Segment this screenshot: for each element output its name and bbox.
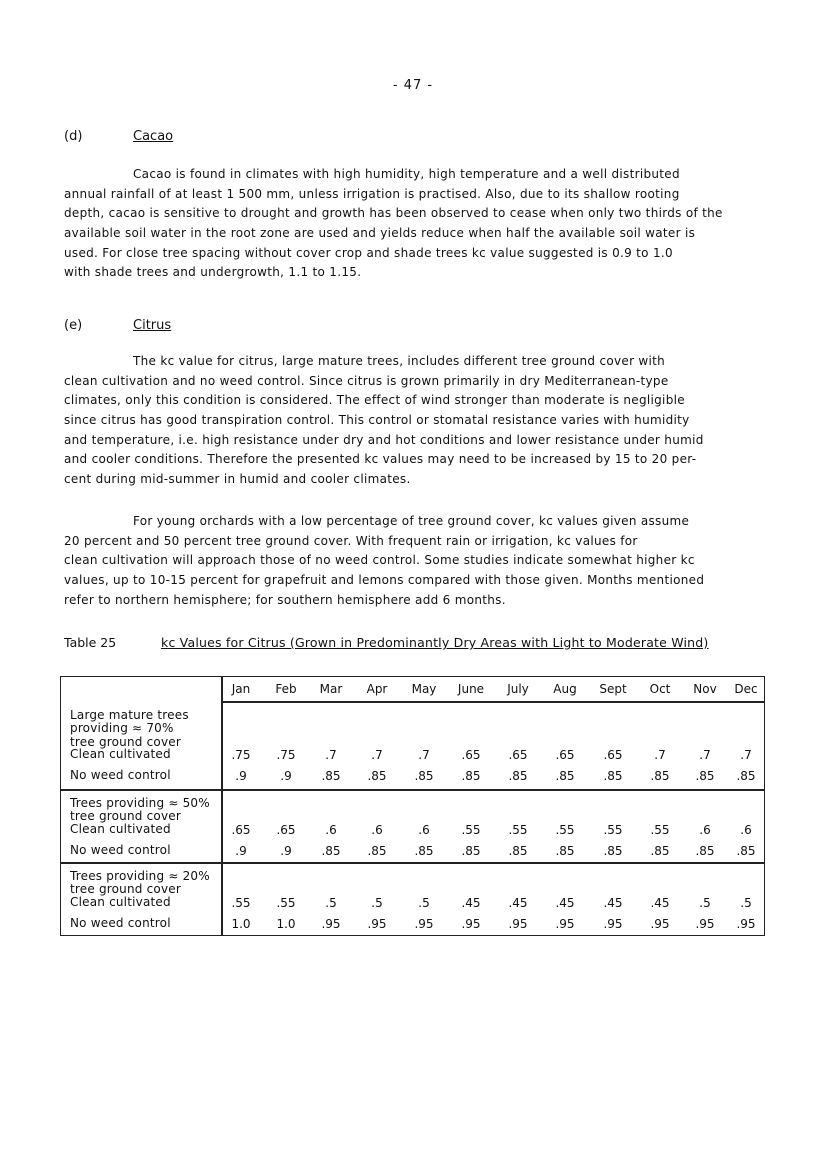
table-cell: .5 — [418, 895, 430, 910]
text-line: For young orchards with a low percentage of tree ground cover, kc values given assume — [133, 514, 690, 528]
month-header: Feb — [275, 682, 297, 696]
table-cell: .85 — [695, 768, 715, 783]
month-header: Apr — [366, 682, 388, 696]
table-cell: .85 — [321, 768, 341, 783]
table-cell: .6 — [325, 822, 337, 837]
row-label: Clean cultivated — [70, 821, 171, 836]
table-cell: .85 — [367, 843, 387, 858]
section-e-title: Citrus — [133, 318, 172, 333]
table-cell: .85 — [603, 843, 623, 858]
text-line: used. For close tree spacing without cover crop and shade trees kc value suggested is 0.9 to 1.0 — [64, 245, 673, 260]
table-cell: .45 — [603, 895, 623, 910]
table-cell: .85 — [321, 843, 341, 858]
table-cell: .7 — [654, 747, 666, 762]
text-line: available soil water in the root zone are used and yields reduce when half the available soil water is — [64, 226, 696, 241]
group-label: tree ground cover — [70, 809, 181, 824]
month-header: Dec — [734, 682, 758, 696]
group-label: tree ground cover — [70, 734, 181, 749]
table-cell: .5 — [371, 895, 383, 910]
table-cell: .85 — [461, 768, 481, 783]
month-header: Mar — [319, 682, 343, 696]
table-cell: .6 — [699, 822, 711, 837]
table-cell: .45 — [650, 895, 670, 910]
table-cell: .95 — [695, 916, 715, 931]
text-line: Cacao is found in climates with high humidity, high temperature and a well distributed — [133, 167, 680, 181]
table-cell: .85 — [603, 768, 623, 783]
table-cell: .55 — [276, 895, 296, 910]
table-cell: .95 — [414, 916, 434, 931]
table-cell: .75 — [231, 747, 251, 762]
table-cell: .6 — [740, 822, 752, 837]
table-cell: .85 — [414, 768, 434, 783]
table-cell: .65 — [276, 822, 296, 837]
text-line: The kc value for citrus, large mature trees, includes different tree ground cover with — [133, 354, 666, 368]
month-header: June — [457, 682, 485, 696]
table-cell: .85 — [508, 843, 528, 858]
group-label: tree ground cover — [70, 882, 181, 897]
section-e-label: (e) — [64, 318, 83, 333]
text-line: depth, cacao is sensitive to drought and growth has been observed to cease when only two thirds of the — [64, 206, 723, 221]
table-cell: .95 — [461, 916, 481, 931]
table-header-rule — [221, 701, 765, 703]
table-cell: .95 — [367, 916, 387, 931]
section-d-label: (d) — [64, 129, 83, 144]
table-cell: .7 — [418, 747, 430, 762]
table-cell: .55 — [508, 822, 528, 837]
table-cell: .85 — [695, 843, 715, 858]
table-cell: .5 — [699, 895, 711, 910]
table-cell: .7 — [371, 747, 383, 762]
row-label: Clean cultivated — [70, 746, 171, 761]
table-cell: .55 — [603, 822, 623, 837]
table-cell: .65 — [603, 747, 623, 762]
text-line: and cooler conditions. Therefore the presented kc values may need to be increased by 15 to 20 per- — [64, 452, 697, 467]
table-cell: .45 — [508, 895, 528, 910]
row-label: No weed control — [70, 767, 171, 782]
table-cell: .95 — [508, 916, 528, 931]
table-cell: .5 — [740, 895, 752, 910]
table-cell: .6 — [418, 822, 430, 837]
table-cell: .95 — [736, 916, 756, 931]
table-cell: .85 — [736, 768, 756, 783]
table-group-rule — [60, 789, 765, 791]
text-line: refer to northern hemisphere; for southern hemisphere add 6 months. — [64, 592, 506, 607]
table-cell: .7 — [325, 747, 337, 762]
table-cell: 1.0 — [276, 916, 296, 931]
table-cell: .85 — [508, 768, 528, 783]
month-header: Aug — [553, 682, 577, 696]
text-line: since citrus has good transpiration control. This control or stomatal resistance varies with humidity — [64, 413, 690, 428]
table-cell: .5 — [325, 895, 337, 910]
table-cell: .65 — [555, 747, 575, 762]
table-cell: .9 — [280, 768, 292, 783]
table-cell: .85 — [414, 843, 434, 858]
table-cell: .85 — [650, 843, 670, 858]
table-cell: .85 — [555, 843, 575, 858]
table-cell: .55 — [461, 822, 481, 837]
row-label: No weed control — [70, 915, 171, 930]
text-line: clean cultivation will approach those of no weed control. Some studies indicate somewhat higher kc — [64, 553, 695, 568]
row-label: No weed control — [70, 842, 171, 857]
table-cell: .55 — [231, 895, 251, 910]
month-header: Nov — [693, 682, 717, 696]
table-cell: .65 — [508, 747, 528, 762]
table-cell: 1.0 — [231, 916, 251, 931]
table-cell: .9 — [280, 843, 292, 858]
page-number: - 47 - — [392, 78, 434, 93]
table-cell: .7 — [699, 747, 711, 762]
table-cell: .45 — [461, 895, 481, 910]
table-cell: .85 — [555, 768, 575, 783]
text-line: 20 percent and 50 percent tree ground cover. With frequent rain or irrigation, kc values for — [64, 533, 638, 548]
text-line: values, up to 10-15 percent for grapefruit and lemons compared with those given. Months mentioned — [64, 573, 705, 588]
table-cell: .75 — [276, 747, 296, 762]
cacao-paragraph — [64, 165, 776, 283]
table-cell: .85 — [367, 768, 387, 783]
table-group-rule — [60, 862, 765, 864]
group-label: Trees providing ≈ 50% — [70, 796, 210, 810]
table-cell: .55 — [650, 822, 670, 837]
text-line: cent during mid-summer in humid and cooler climates. — [64, 472, 411, 487]
text-line: with shade trees and undergrowth, 1.1 to 1.15. — [64, 265, 362, 280]
month-header: Oct — [649, 682, 671, 696]
table-cell: .65 — [461, 747, 481, 762]
table-label: Table 25 — [64, 635, 117, 650]
table-cell: .65 — [231, 822, 251, 837]
group-label: Trees providing ≈ 20% — [70, 869, 210, 883]
text-line: clean cultivation and no weed control. Since citrus is grown primarily in dry Mediterranean-type — [64, 373, 669, 388]
citrus-paragraph-1 — [64, 352, 776, 490]
text-line: climates, only this condition is considered. The effect of wind stronger than moderate is negligible — [64, 393, 685, 408]
table-cell: .7 — [740, 747, 752, 762]
table-cell: .85 — [650, 768, 670, 783]
group-label: providing ≈ 70% — [70, 721, 174, 736]
table-cell: .9 — [235, 768, 247, 783]
table-title: kc Values for Citrus (Grown in Predominantly Dry Areas with Light to Moderate Wind) — [161, 635, 709, 650]
table-cell: .95 — [650, 916, 670, 931]
table-cell: .55 — [555, 822, 575, 837]
text-line: and temperature, i.e. high resistance under dry and hot conditions and lower resistance under humid — [64, 432, 704, 447]
section-d-title: Cacao — [133, 129, 174, 144]
text-line: annual rainfall of at least 1 500 mm, unless irrigation is practised. Also, due to its shallow rooting — [64, 186, 680, 201]
month-header: July — [507, 682, 529, 696]
table-cell: .85 — [461, 843, 481, 858]
row-label: Clean cultivated — [70, 894, 171, 909]
citrus-paragraph-2 — [64, 512, 776, 610]
table-cell: .45 — [555, 895, 575, 910]
table-cell: .95 — [603, 916, 623, 931]
table-cell: .95 — [555, 916, 575, 931]
month-header: Jan — [231, 682, 251, 696]
group-label: Large mature trees — [70, 708, 189, 722]
table-cell: .95 — [321, 916, 341, 931]
table-cell: .85 — [736, 843, 756, 858]
month-header: May — [411, 682, 437, 696]
month-header: Sept — [599, 682, 627, 696]
table-cell: .6 — [371, 822, 383, 837]
table-cell: .9 — [235, 843, 247, 858]
